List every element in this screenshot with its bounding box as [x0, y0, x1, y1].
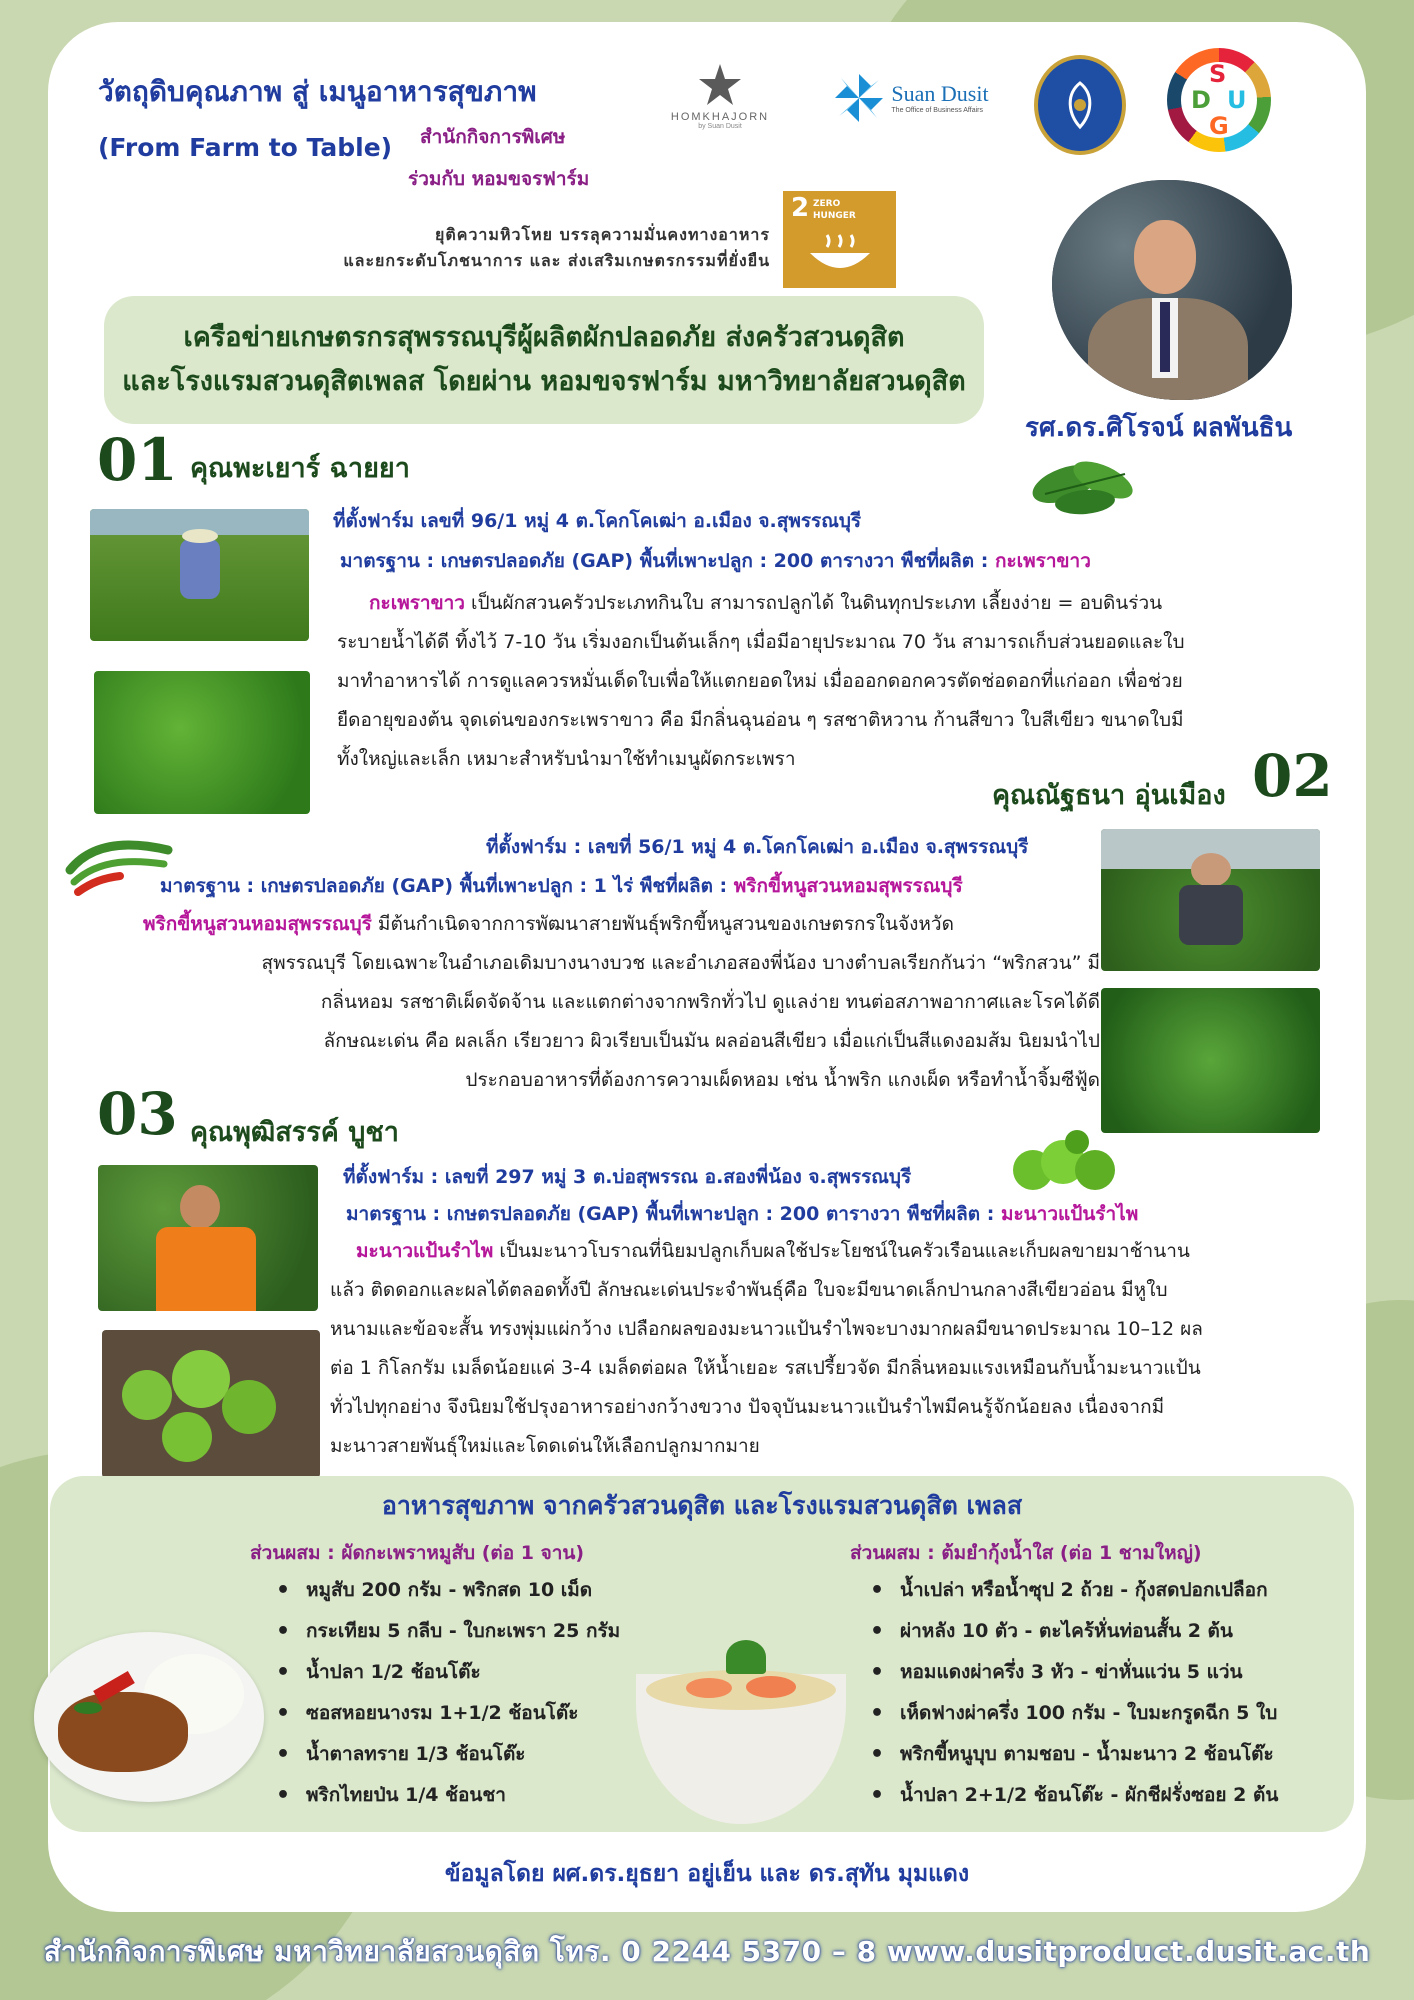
- farm-location: ที่ตั้งฟาร์ม : เลขที่ 56/1 หมู่ 4 ต.โคกโคเฒ่า อ.เมือง จ.สุพรรณบุรี: [486, 836, 1029, 858]
- sdu-letter-u: U: [1227, 86, 1247, 114]
- farmer-figure: [180, 539, 220, 599]
- homkhajorn-logo: [655, 55, 785, 135]
- farmer-description: [330, 1232, 1340, 1466]
- sdu-letter-d: D: [1191, 86, 1211, 114]
- desc-line: ประกอบอาหารที่ต้องการความเผ็ดหอม เช่น น้ำพริก แกงเผ็ด หรือทำน้ำจิ้มซีฟู้ด: [465, 1069, 1100, 1091]
- suandusit-sub: The Office of Business Affairs: [891, 107, 983, 114]
- footer-contact: สำนักกิจการพิเศษ มหาวิทยาลัยสวนดุสิต โทร. 0 2244 5370 – 8 www.dusitproduct.dusit.ac.th: [43, 1935, 1371, 1968]
- goal-text: [170, 222, 770, 274]
- recipe-list-basil: [270, 1570, 620, 1816]
- seal-emblem-icon: [1055, 75, 1105, 135]
- recipe-title-tomyum: ส่วนผสม : ต้มยำกุ้งน้ำใส (ต่อ 1 ชามใหญ่): [850, 1542, 1202, 1564]
- homkhajorn-name: HOMKHAJORN: [670, 110, 770, 123]
- farmer-figure: [1191, 853, 1231, 887]
- farm-product: กะเพราขาว: [994, 550, 1091, 572]
- farm-standard: [160, 871, 963, 901]
- list-item: • หอมแดงผ่าครึ่ง 3 หัว - ข่าหั่นแว่น 5 แว่น: [864, 1652, 1278, 1693]
- farmer-number: 03: [97, 1080, 178, 1148]
- desc-line: ยืดอายุของต้น จุดเด่นของกระเพราขาว คือ มีกลิ่นฉุนอ่อน ๆ รสชาติหวาน ก้านสีขาว ใบสีเขียว ขนาดใบมี: [337, 709, 1184, 731]
- desc-line: หนามและข้อจะสั้น ทรงพุ่มแผ่กว้าง เปลือกผลของมะนาวแป้นรำไพจะบางมากผลมีขนาดประมาณ 10–12 ผล: [330, 1318, 1203, 1340]
- list-item: • น้ำตาลทราย 1/3 ช้อนโต๊ะ: [270, 1734, 620, 1775]
- page-subtitle: (From Farm to Table): [98, 133, 393, 162]
- farmer-photo: [90, 509, 309, 641]
- sdu-letter-s: S: [1209, 60, 1227, 88]
- farm-product: มะนาวแป้นรำไพ: [1000, 1203, 1139, 1225]
- homkhajorn-sub: by Suan Dusit: [698, 122, 742, 130]
- recipes-title: อาหารสุขภาพ จากครัวสวนดุสิต และโรงแรมสวนดุสิต เพลส: [381, 1491, 1023, 1520]
- goal-line-2: และยกระดับโภชนาการ และ ส่งเสริมเกษตรกรรมที่ยั่งยืน: [343, 251, 770, 270]
- lime-hands-photo: [102, 1330, 320, 1478]
- lime-icon: [1005, 1128, 1125, 1198]
- list-item: • น้ำเปล่า หรือน้ำซุป 2 ถ้วย - กุ้งสดปอกเปลือก: [864, 1570, 1278, 1611]
- list-item: • ซอสหอยนางรม 1+1/2 ช้อนโต๊ะ: [270, 1693, 620, 1734]
- list-item: • พริกขี้หนูบุบ ตามชอบ - น้ำมะนาว 2 ช้อนโต๊ะ: [864, 1734, 1278, 1775]
- list-item: • น้ำปลา 2+1/2 ช้อนโต๊ะ - ผักชีฝรั่งซอย 2 ต้น: [864, 1775, 1278, 1816]
- desc-line: มาทำอาหารได้ การดูแลควรหมั่นเด็ดใบเพื่อให้แตกยอดใหม่ เมื่อออกดอกควรตัดช่อดอกที่แก่ออก เพื่อช่วย: [337, 670, 1183, 692]
- bowl-icon: [805, 231, 875, 281]
- desc-line: เป็นมะนาวโบราณที่นิยมปลูกเก็บผลใช้ประโยชน์ในครัวเรือนและเก็บผลขายมาช้านาน: [493, 1240, 1190, 1262]
- sdg2-hunger: HUNGER: [813, 211, 856, 221]
- farmer-photo: [1101, 829, 1320, 971]
- desc-lead: พริกขี้หนูสวนหอมสุพรรณบุรี: [143, 913, 372, 935]
- desc-lead: กะเพราขาว: [369, 592, 465, 614]
- farmer-name: คุณพะเยาร์ ฉายยา: [190, 453, 410, 484]
- page-title: วัตถุดิบคุณภาพ สู่ เมนูอาหารสุขภาพ: [98, 75, 537, 108]
- tomyum-dish-image: [636, 1640, 846, 1830]
- basil-field-photo: [94, 671, 310, 814]
- list-item: • กระเทียม 5 กลีบ - ใบกะเพรา 25 กรัม: [270, 1611, 620, 1652]
- recipe-title-basil: ส่วนผสม : ผัดกะเพราหมูสับ (ต่อ 1 จาน): [250, 1542, 585, 1564]
- desc-line: ทั้งใหญ่และเล็ก เหมาะสำหรับนำมาใช้ทำเมนูผัดกระเพรา: [337, 748, 796, 770]
- chili-icon: [64, 830, 174, 900]
- desc-line: ทั่วไปทุกอย่าง จึงนิยมใช้ปรุงอาหารอย่างกว้างขวาง ปัจจุบันมะนาวแป้นรำไพมีคนรู้จักน้อยลง เนื่องจากมี: [330, 1396, 1165, 1418]
- sdg2-zero: ZERO: [813, 199, 841, 209]
- farmer-number: 02: [1252, 742, 1333, 810]
- university-seal: [1034, 55, 1126, 155]
- desc-line: ต่อ 1 กิโลกรัม เมล็ดน้อยแค่ 3-4 เมล็ดต่อผล ให้น้ำเยอะ รสเปรี้ยวจัด มีกลิ่นหอมแรงเหมือนกับน้ำมะนาวแป้น: [330, 1357, 1201, 1379]
- farm-standard-text: มาตรฐาน : เกษตรปลอดภัย (GAP) พื้นที่เพาะปลูก : 200 ตารางวา พืชที่ผลิต :: [340, 550, 995, 572]
- suandusit-name: Suan Dusit: [891, 81, 989, 106]
- farmer-photo: [98, 1165, 318, 1311]
- sdu-letter-g: G: [1209, 112, 1229, 140]
- star-logo-icon: [696, 61, 744, 109]
- desc-line: ลักษณะเด่น คือ ผลเล็ก เรียวยาว ผิวเรียบเป็นมัน ผลอ่อนสีเขียว เมื่อแก่เป็นสีแดงอมส้ม นิยมนำไป: [323, 1030, 1100, 1052]
- sdu-logo: [1167, 48, 1271, 152]
- credit-line: ข้อมูลโดย ผศ.ดร.ยุธยา อยู่เย็น และ ดร.สุทัน มุมแดง: [444, 1861, 970, 1887]
- farmer-description: [140, 905, 1100, 1100]
- list-item: • หมูสับ 200 กรัม - พริกสด 10 เม็ด: [270, 1570, 620, 1611]
- farmer-name: คุณพุฒิสรรค์ บูชา: [190, 1117, 399, 1148]
- basil-leaves-icon: [1025, 444, 1145, 524]
- person-head: [1134, 220, 1196, 294]
- list-item: • พริกไทยป่น 1/4 ช้อนชา: [270, 1775, 620, 1816]
- desc-line: แล้ว ติดดอกและผลได้ตลอดทั้งปี ลักษณะเด่นประจำพันธุ์คือ ใบจะมีขนาดเล็กปานกลางสีเขียวอ่อน มีหูใบ: [330, 1279, 1168, 1301]
- farm-product: พริกขี้หนูสวนหอมสุพรรณบุรี: [733, 875, 963, 897]
- network-banner: [104, 296, 984, 424]
- suandusit-logo: [815, 70, 1005, 125]
- chili-plant-photo: [1101, 988, 1320, 1133]
- desc-line: สุพรรณบุรี โดยเฉพาะในอำเภอเดิมบางนางบวช และอำเภอสองพี่น้อง บางตำบลเรียกกันว่า “พริกสวน” มี: [261, 952, 1100, 974]
- goal-line-1: ยุติความหิวโหย บรรลุความมั่นคงทางอาหาร: [434, 225, 770, 244]
- recipe-list-tomyum: [864, 1570, 1278, 1816]
- partner-label: ร่วมกับ หอมขจรฟาร์ม: [408, 168, 590, 190]
- farm-location: ที่ตั้งฟาร์ม เลขที่ 96/1 หมู่ 4 ต.โคกโคเฒ่า อ.เมือง จ.สุพรรณบุรี: [333, 510, 862, 532]
- person-portrait: [1052, 180, 1292, 400]
- banner-line-2: และโรงแรมสวนดุสิตเพลส โดยผ่าน หอมขจรฟาร์ม มหาวิทยาลัยสวนดุสิต: [122, 366, 966, 397]
- farmer-figure: [180, 1185, 220, 1229]
- desc-line: เป็นผักสวนครัวประเภทกินใบ สามารถปลูกได้ ในดินทุกประเภท เลี้ยงง่าย = อบดินร่วน: [464, 592, 1163, 614]
- farmer-name: คุณณัฐธนา อุ่นเมือง: [992, 780, 1226, 811]
- office-label: สำนักกิจการพิเศษ: [420, 126, 566, 148]
- farm-standard: [346, 1199, 1138, 1229]
- basil-pork-dish-image: [34, 1632, 264, 1802]
- list-item: • ผ่าหลัง 10 ตัว - ตะไคร้หั่นท่อนสั้น 2 ต้น: [864, 1611, 1278, 1652]
- farmer-number: 01: [97, 426, 178, 494]
- list-item: • น้ำปลา 1/2 ช้อนโต๊ะ: [270, 1652, 620, 1693]
- desc-lead: มะนาวแป้นรำไพ: [356, 1240, 494, 1262]
- desc-line: มะนาวสายพันธุ์ใหม่และโดดเด่นให้เลือกปลูกมากมาย: [330, 1435, 760, 1457]
- person-name: รศ.ดร.ศิโรจน์ ผลพันธิน: [1025, 413, 1293, 443]
- farm-standard-text: มาตรฐาน : เกษตรปลอดภัย (GAP) พื้นที่เพาะปลูก : 200 ตารางวา พืชที่ผลิต :: [346, 1203, 1001, 1225]
- desc-line: กลิ่นหอม รสชาติเผ็ดจัดจ้าน และแตกต่างจากพริกทั่วไป ดูแลง่าย ทนต่อสภาพอากาศและโรคได้ดี: [320, 991, 1100, 1013]
- farm-standard-text: มาตรฐาน : เกษตรปลอดภัย (GAP) พื้นที่เพาะปลูก : 1 ไร่ พืชที่ผลิต :: [160, 875, 734, 897]
- farmer-description: [337, 584, 1337, 779]
- list-item: • เห็ดฟางผ่าครึ่ง 100 กรัม - ใบมะกรูดฉีก 5 ใบ: [864, 1693, 1278, 1734]
- farm-location: ที่ตั้งฟาร์ม : เลขที่ 297 หมู่ 3 ต.บ่อสุพรรณ อ.สองพี่น้อง จ.สุพรรณบุรี: [343, 1166, 912, 1188]
- pinwheel-icon: [831, 70, 887, 126]
- sdg2-number: 2: [791, 193, 810, 223]
- banner-line-1: เครือข่ายเกษตรกรสุพรรณบุรีผู้ผลิตผักปลอดภัย ส่งครัวสวนดุสิต: [183, 322, 905, 353]
- desc-line: ระบายน้ำได้ดี ทิ้งไว้ 7-10 วัน เริ่มงอกเป็นต้นเล็กๆ เมื่อมีอายุประมาณ 70 วัน สามารถเก็บส่วนยอดและใบ: [337, 631, 1185, 653]
- sdg2-tile: [783, 191, 896, 288]
- farm-standard: [340, 546, 1091, 576]
- desc-line: มีต้นกำเนิดจากการพัฒนาสายพันธุ์พริกขี้หนูสวนของเกษตรกรในจังหวัด: [371, 913, 954, 935]
